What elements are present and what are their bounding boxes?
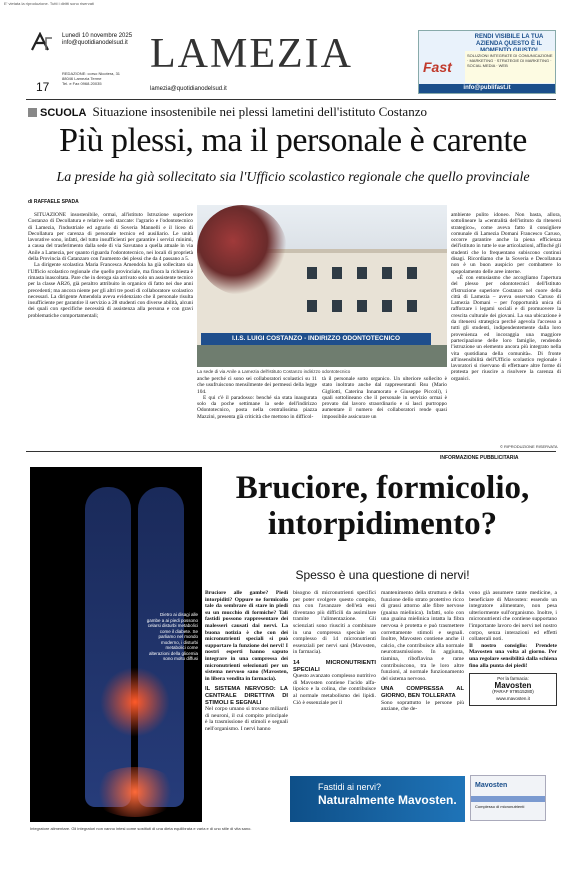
pharmacy-code: (PARAF 979515280)	[492, 689, 534, 695]
contact-email: info@quotidianodelsud.it	[62, 40, 128, 46]
school-sign: I.I.S. LUIGI COSTANZO - INDIRIZZO ODONTOTECNICO	[201, 333, 431, 345]
advert-intro: Bruciore alle gambe? Piedi intorpiditi? Oppure ne formicolio tale da sembrare di stare in piedi su un mucchio di formiche? Tali fastidi possono rappresentare dei malesseri causati dai nervi. La buona notizia è che con dei micronutrienti speciali si può supportare la funzione dei nervi! I nostri esperti hanno saputo integrare in una compressa dei micronutrienti selezionati per un sistema nervoso sano (Mavosten, in libera vendita in farmacia).	[205, 590, 288, 682]
page-number: 17	[36, 80, 50, 94]
illustration-caption: Dietro ai disagi alle gambe a ai piedi possono celarsi disturbi metabolici come il diabete. Se parliamo nel mondo moderno, i disturbi metabolici come alterazioni della glicemia sono molto diffusi	[146, 612, 198, 661]
ad-headline: RENDI VISIBILE LA TUA AZIENDA QUESTO È IL	[474, 34, 544, 47]
advert-subheading: 14 MICRONUTRIENTI SPECIALI	[293, 659, 376, 673]
pharmacy-name: Mavosten	[494, 680, 532, 690]
paragraph: E qui c'è il paradosso: benché sia stata inaugurata solo da poche settimane la sede dell'indirizzo Odontotecnico, posta nella centralissima piazza Mazzini, presenta già criticità che mettono in difficol-	[197, 394, 317, 420]
ad-body: SOLUZIONI INTEGRATE DI COMUNICAZIONE · MARKETING · STRATEGIE DI MARKETING · SOCIAL MEDIA · WEB	[465, 51, 555, 83]
product-package	[470, 775, 546, 821]
advert-column-4	[469, 590, 557, 706]
top-advertisement[interactable]	[418, 30, 556, 94]
advert-headline: Bruciore, formicolio, intorpidimento?	[235, 470, 530, 542]
kicker-text: Situazione insostenibile nei plessi lametini dell'istituto Costanzo	[92, 104, 427, 119]
article-headline: Più plessi, ma il personale è carente	[59, 122, 527, 159]
advert-subheading: UNA COMPRESSA AL GIORNO, BEN TOLLERATA	[381, 686, 464, 699]
advert-text: Nel corpo umano si trovano miliardi di neuroni, il cui compito principale è la trasmissione di stimoli e segnali nell'organismo. I nervi hanno	[205, 706, 288, 732]
paragraph: anche perché ci sono sei collaboratori scolastici su 11 che usufruiscono mensilmente dei permessi della legge 104.	[197, 376, 317, 395]
advert-disclaimer: Integratore alimentare. Gli integratori non vanno intesi come sostituti di una dieta equilibrata e varia e di uno stile di vita sano.	[30, 826, 252, 831]
advert-column-1	[205, 590, 288, 732]
divider	[26, 99, 556, 100]
advert-subheading: IL SISTEMA NERVOSO: LA CENTRALE DIRETTIVA DI STIMOLI E SEGNALI	[205, 686, 288, 706]
section-email: lamezia@quotidianodelsud.it	[150, 86, 227, 92]
article-kicker	[28, 104, 427, 120]
paragraph: «È con entusiasmo che accogliamo l'apertura del plesso per odontotecnici dell'Istituto d'Istruzione superiore Costanzo nel cuore della città di Lamezia – aveva osservato Caruso di Lamezia Domani – per l'opportunità unica di rafforzare i legami sociali e di promuovere la crescita culturale dei giovani. La sua ubicazione è da ritenersi strategica perché agevola l'accesso a tutti gli studenti, indipendentemente dalla loro provenienza ed incoraggia una maggiore partecipazione delle loro famiglie, rendendo l'istruzione un elemento ancora più integrato nella vita quotidiana della comunità». Di fronte all'insensibilità dell'Ufficio scolastico regionale i lavoratori si riservano di effettuare altre forme di protesta per riuscire a risolvere la carenza di organici.	[451, 274, 561, 382]
paragraph: tà il personale sotto organico. Un ulteriore sollecito è stato inoltrato anche dal rappresentanti Rsu (Mario Gigliotti, Caterina Innamorato e Giuseppe Piccoli), i quali sottolineano che il personale in servizio ormai è provato dal lavoro straordinario e si lasci purtroppo aumentare il numero dei collaboratori rende quasi impossibile assicurare un	[322, 376, 447, 420]
ad-contact: info@publifast.it	[419, 84, 555, 93]
advert-text: vono già assumere tante medicine, a beneficiare di Mavosten: essendo un integratore alimentare, non pesa ulteriormente sull'organismo. Inoltre, i micronutrienti che contiene supportano l'importante lavoro dei nervi nel nostro corpo, senza interazioni ed effetti collaterali noti.	[469, 590, 557, 643]
advert-text: mantenimento della struttura e della funzione dello strato protettivo ricco di grassi attorno alle fibre nervose (guaina mielinica). Infatti, solo con una guaina mielinica intatta la fibra nervosa è protetta e può trasmettere correttamente stimoli e segnali. Inoltre, Mavosten contiene anche il calcio, che contribuisce alla normale neurotrasmissione. In aggiunta, tiamina, riboflavina e rame contribuiscono, tra le loro altre funzioni, al normale funzionamento del sistema nervoso.	[381, 590, 464, 682]
article-byline: di RAFFAELE SPADA	[28, 199, 79, 205]
divider	[26, 451, 556, 452]
paragraph: ambiente pulito idoneo. Non basta, allora, sottolineare la «centralità dell'istituto da ritenersi strategico», come aveva fatto il consigliere comunale di Lamezia Domani Francesco Caruso, occorre garantire anche la piena efficienza dell'istituto in tutte le sue articolazioni, affinché gli studenti che lo frequentano subiscono continui disagi. Ricordiamo che la Soveria e Decollatura non è un buon auspicio per combattere lo spopolamento delle aree interne.	[451, 212, 561, 275]
advert-text: Questo avanzato complesso nutritivo di Mavosten contiene l'acido alfa-lipoico e la colina, che contribuisce al normale metabolismo dei lipidi. Ciò è essenziale per il	[293, 673, 376, 706]
package-subtitle: Complesso di micronutrienti	[475, 804, 525, 809]
advert-column-3	[381, 590, 464, 713]
square-bullet-icon	[28, 108, 37, 117]
redaction-address: REDAZIONE: corso Nicotera, 31 88046 Lamezia Terme Tel. e Fax 0968.20035	[62, 71, 121, 86]
pharmacy-box	[469, 673, 557, 705]
advert-column-2	[293, 590, 376, 706]
banner-answer: Naturalmente Mavosten.	[318, 793, 457, 807]
paragraph: La dirigente scolastica Maria Francesca Amendola ha già sollecitato sia l'Ufficio scolastico regionale che quello provinciale, ma finora la richiesta è rimasta inascoltata. Pare che in deroga sia arrivato solo un assistente tecnico per la classe AR26, già peraltro attribuito in organico di fatto nei due anni precedenti; ma ancora niente per gli altri tre posti di collaboratore scolastico necessari. La dirigente Amendola aveva evidenziato che il personale risulta insufficiente per garantire il servizio a 28 studenti con diverse abilità, alcuni dei quali con specifiche necessità di assistenza alla persona e con gravi problematiche comportamentali;	[28, 262, 193, 319]
dateline	[62, 33, 132, 47]
product-banner	[290, 776, 465, 822]
pharmacy-url[interactable]: www.mavosten.it	[496, 695, 530, 701]
kicker-label: SCUOLA	[40, 107, 87, 119]
article-deck: La preside ha già sollecitato sia l'Ufficio scolastico regionale che quello provinciale	[56, 170, 530, 185]
section-masthead: LAMEZIA	[150, 31, 353, 77]
ad-brand: Fast	[423, 59, 452, 75]
paragraph: SITUAZIONE insostenibile, ormai, all'istituto Istruzione superiore Costanzo di Decollatura e relative sedi staccate: l'agrario e l'odontotecnico di Lamezia, l'industriale ed agrario di Soveria Mannelli e il liceo di Decollatura per carenza di personale tecnico ed ausiliario. Le unità lavorative sono, infatti, del tutto insufficienti per garantire i servizi minimi, a causa del trasferimento dalla sede di via Savutano a quella attuale in via Anile a Lamezia, per quanto riguarda l'odontotecnico, nei locali di proprietà della Provincia di Catanzaro con l'aumento dei plessi che da 4 passano a 5.	[28, 212, 193, 263]
article-column-1	[28, 212, 193, 319]
article-column-3	[322, 376, 447, 420]
copyright-mark: © RIPRODUZIONE RISERVATA	[500, 444, 558, 449]
issue-date: Lunedì 10 novembre 2025	[62, 33, 133, 39]
article-column-4	[451, 212, 561, 382]
advert-text: bisogno di micronutrienti specifici per poter svolgere questo compito, ma con l'avanzare dell'età essi diventano più difficili da assimilare tramite l'alimentazione. Gli scienziati sono riusciti a combinare in una compressa speciale un complesso di 14 micronutrienti essenziali per nervi sani (Mavosten, in farmacia).	[293, 590, 376, 656]
school-photo	[197, 205, 447, 367]
advert-tip: Il nostro consiglio: Prendete Mavosten una volta al giorno. Per una regolare sensibilità dalla schiena fino alla punta dei piedi!	[469, 642, 557, 669]
package-brand: Mavosten	[475, 782, 508, 789]
pharmacy-label: Per la farmacia:	[497, 676, 529, 682]
banner-question: Fastidi ai nervi?	[318, 782, 382, 792]
advertisement-label: INFORMAZIONE PUBBLICITARIA	[440, 455, 519, 461]
photo-caption: La sede di via Anile a Lamezia dell'istituto Costanzo indirizzo odontotecnico	[197, 369, 351, 374]
advert-text: Sono soprattutto le persone più anziane, che de-	[381, 699, 464, 713]
newspaper-logo-icon	[30, 32, 54, 52]
article-column-2	[197, 376, 317, 420]
advert-subheadline: Spesso è una questione di nervi!	[295, 568, 470, 582]
copyright-notice: E' vietata la riproduzione. Tutti i diritti sono riservati	[4, 1, 94, 6]
